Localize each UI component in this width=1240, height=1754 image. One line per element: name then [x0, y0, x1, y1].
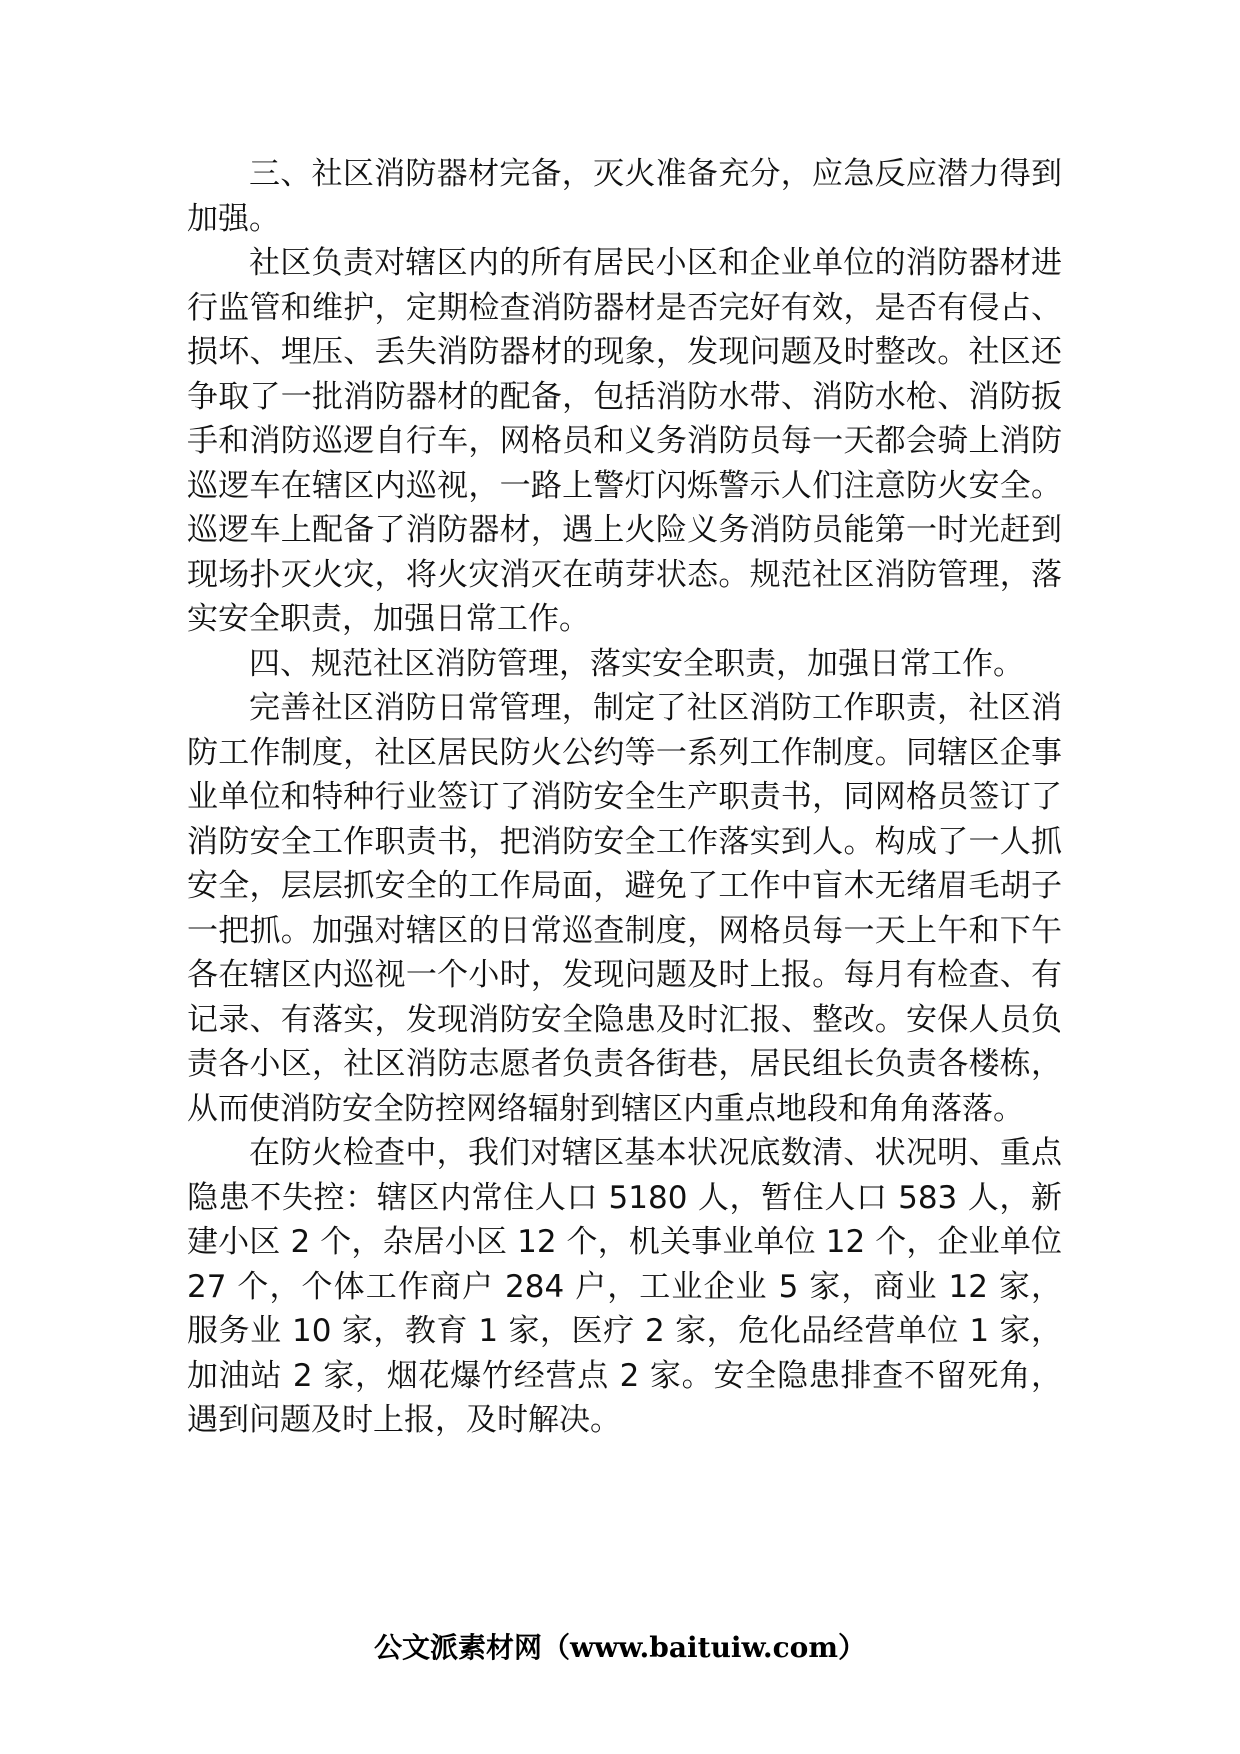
paragraph-heading-3: 三、社区消防器材完备，灭火准备充分，应急反应潜力得到加强。	[187, 156, 1062, 237]
paragraph-equipment: 社区负责对辖区内的所有居民小区和企业单位的消防器材进行监管和维护，定期检查消防器材是否完好有效，是否有侵占、损坏、埋压、丢失消防器材的现象，发现问题及时整改。社区还争取了一批消防器材的配备，包括消防水带、消防水枪、消防扳手和消防巡逻自行车，网格员和义务消防员每一天都会骑上消防巡逻车在辖区内巡视，一路上警灯闪烁警示人们注意防火安全。巡逻车上配备了消防器材，遇上火险义务消防员能第一时光赶到现场扑灭火灾，将火灾消灭在萌芽状态。规范社区消防管理，落实安全职责，加强日常工作。	[187, 245, 1062, 637]
footer-source: 公文派素材网（www.baituiw.com）	[374, 1631, 866, 1664]
paragraph-management: 完善社区消防日常管理，制定了社区消防工作职责，社区消防工作制度，社区居民防火公约等一系列工作制度。同辖区企事业单位和特种行业签订了消防安全生产职责书，同网格员签订了消防安全工作职责书，把消防安全工作落实到人。构成了一人抓安全，层层抓安全的工作局面，避免了工作中盲木无绪眉毛胡子一把抓。加强对辖区的日常巡查制度，网格员每一天上午和下午各在辖区内巡视一个小时，发现问题及时上报。每月有检查、有记录、有落实，发现消防安全隐患及时汇报、整改。安保人员负责各小区，社区消防志愿者负责各街巷，居民组长负责各楼栋，从而使消防安全防控网络辐射到辖区内重点地段和角角落落。	[187, 690, 1062, 1127]
paragraph-heading-4: 四、规范社区消防管理，落实安全职责，加强日常工作。	[249, 645, 1024, 682]
document-body	[187, 152, 1062, 1443]
paragraph-inspection: 在防火检查中，我们对辖区基本状况底数清、状况明、重点隐患不失控：辖区内常住人口 5180 人，暂住人口 583 人，新建小区 2 个，杂居小区 12 个，机关事业单位 12 个，企业单位 27 个，个体工作商户 284 户，工业企业 5 家，商业 12 家，服务业 10 家，教育 1 家，医疗 2 家，危化品经营单位 1 家，加油站 2 家，烟花爆竹经营点 2 家。安全隐患排查不留死角，遇到问题及时上报，及时解决。	[187, 1135, 1062, 1438]
